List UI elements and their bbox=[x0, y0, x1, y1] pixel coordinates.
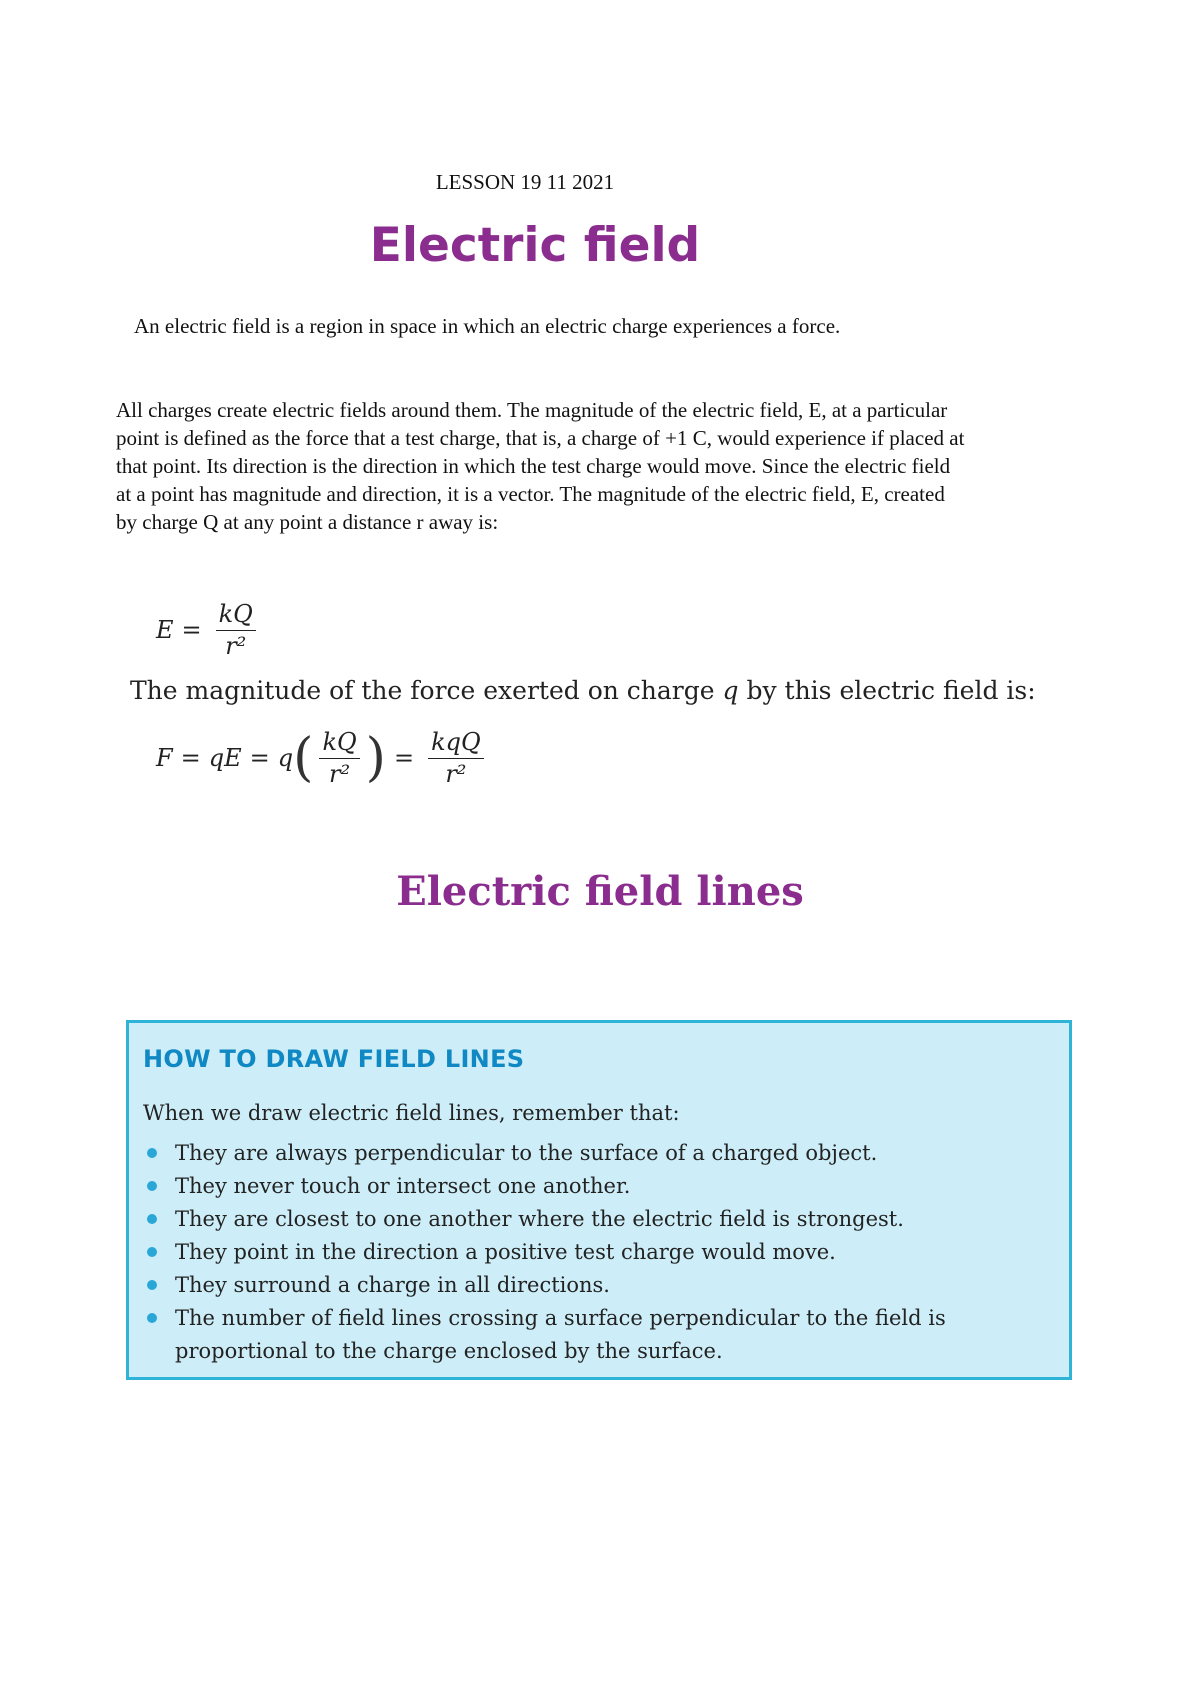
formula-term: q bbox=[277, 744, 294, 772]
formula-lhs: E bbox=[156, 616, 174, 644]
bullet-icon bbox=[147, 1247, 157, 1257]
force-sentence-variable: q bbox=[722, 676, 739, 705]
formula-term: qE bbox=[208, 744, 242, 772]
explanation-paragraph: All charges create electric fields around them. The magnitude of the electric field, E, at a particular point is defined as the force that a test charge, that is, a charge of +1 C, would experience if placed at that point. Its direction is the direction in which the test charge would move. Since the electric field at a point has magnitude and direction, it is a vector. The magnitude of the electric field, E, created by charge Q at any point a distance r away is: bbox=[116, 398, 965, 534]
bullet-icon bbox=[147, 1148, 157, 1158]
force-sentence bbox=[130, 676, 1036, 705]
formula-equals: = bbox=[181, 616, 202, 644]
bullet-icon bbox=[147, 1280, 157, 1290]
formula-lhs: F bbox=[156, 744, 173, 772]
field-formula bbox=[156, 600, 262, 660]
list-item-text: They point in the direction a positive test charge would move. bbox=[175, 1240, 836, 1264]
formula-equals: = bbox=[249, 744, 270, 772]
list-item bbox=[143, 1137, 1053, 1170]
bullet-icon bbox=[147, 1313, 157, 1323]
list-item bbox=[143, 1170, 1053, 1203]
formula-equals: = bbox=[393, 744, 415, 772]
list-item bbox=[143, 1236, 1053, 1269]
list-item bbox=[143, 1203, 1053, 1236]
section-title: Electric field lines bbox=[396, 868, 804, 915]
formula-equals: = bbox=[180, 744, 201, 772]
page-title: Electric field bbox=[369, 218, 701, 273]
fraction-numerator: kqQ bbox=[428, 728, 484, 759]
info-box-list bbox=[143, 1137, 1053, 1368]
fraction-denominator: r² bbox=[329, 760, 351, 788]
list-item-text: The number of field lines crossing a surface perpendicular to the field is proportional to the charge enclosed by the surface. bbox=[175, 1306, 946, 1363]
left-parenthesis: ( bbox=[293, 728, 314, 788]
info-box-intro: When we draw electric field lines, remember that: bbox=[143, 1101, 680, 1125]
list-item-text: They never touch or intersect one another. bbox=[175, 1174, 631, 1198]
force-sentence-end: by this electric field is: bbox=[738, 676, 1036, 705]
definition-paragraph: An electric field is a region in space in which an electric charge experiences a force. bbox=[134, 314, 841, 338]
bullet-icon bbox=[147, 1181, 157, 1191]
bullet-icon bbox=[147, 1214, 157, 1224]
right-parenthesis: ) bbox=[365, 728, 386, 788]
fraction-denominator: r² bbox=[445, 760, 467, 788]
field-lines-info-box bbox=[126, 1020, 1072, 1380]
fraction-numerator: kQ bbox=[319, 728, 359, 759]
formula-fraction bbox=[216, 600, 256, 660]
lesson-header: LESSON 19 11 2021 bbox=[435, 170, 615, 194]
list-item bbox=[143, 1302, 1053, 1368]
force-formula bbox=[156, 728, 490, 788]
fraction-numerator: kQ bbox=[216, 600, 256, 631]
list-item-text: They are closest to one another where the electric field is strongest. bbox=[175, 1207, 904, 1231]
list-item-text: They are always perpendicular to the surface of a charged object. bbox=[175, 1141, 878, 1165]
force-sentence-start: The magnitude of the force exerted on charge bbox=[130, 676, 723, 705]
fraction-denominator: r² bbox=[225, 632, 247, 660]
list-item bbox=[143, 1269, 1053, 1302]
info-box-title: HOW TO DRAW FIELD LINES bbox=[143, 1045, 525, 1073]
formula-fraction bbox=[319, 728, 359, 788]
formula-fraction bbox=[428, 728, 484, 788]
list-item-text: They surround a charge in all directions. bbox=[175, 1273, 610, 1297]
